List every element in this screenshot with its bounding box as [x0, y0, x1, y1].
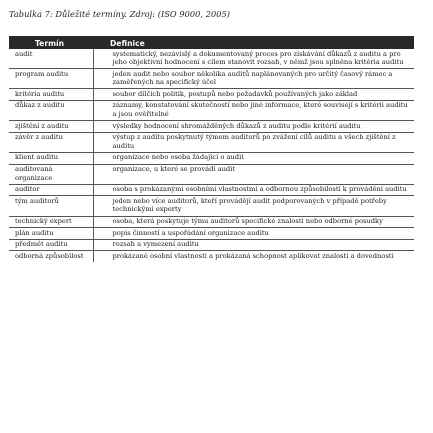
table-row	[9, 251, 414, 262]
table-row	[9, 196, 414, 216]
table-row	[9, 89, 414, 101]
term-cell: klient auditu	[9, 152, 93, 164]
definition-cell: organizace nebo osoba žádající o audit	[93, 152, 414, 164]
definition-cell: prokázané osobní vlastnosti a prokázaná schopnost aplikovat znalosti a dovednosti	[112, 251, 394, 260]
table-row	[9, 69, 414, 89]
definition-cell: jeden nebo více auditorů, kteří provádějí audit podporovaných v případě potřeby technickými experty	[93, 196, 414, 216]
term-cell: zjištění z auditu	[9, 121, 93, 133]
term-cell: auditor	[9, 184, 93, 196]
table-row	[9, 184, 414, 196]
table-row	[9, 152, 414, 164]
table-row	[9, 216, 414, 228]
table-row	[9, 239, 414, 251]
table-row	[9, 49, 414, 69]
term-cell: důkaz z auditu	[9, 100, 93, 120]
definition-cell: systematický, nezávislý a dokumentovaný proces pro získávání důkazů z auditu a pro jeho objektivní hodnocení s cílem stanovit rozsah, v němž jsou splněna kritéria auditu	[93, 49, 414, 69]
term-cell: závěr z auditu	[9, 132, 93, 152]
definition-cell: výstup z auditu poskytnutý týmem auditorů po zvážení cílů auditu a všech zjištění z auditu	[93, 132, 414, 152]
table-row	[9, 121, 414, 133]
definition-cell: popis činností a uspořádání organizace auditu	[93, 228, 414, 240]
term-cell: audit	[9, 49, 93, 69]
header-definition: Definice	[93, 36, 414, 49]
term-cell: kritéria auditu	[9, 89, 93, 101]
term-cell: auditovaná organizace	[9, 164, 93, 184]
header-term: Termín	[9, 36, 93, 49]
table-body	[9, 49, 414, 262]
term-cell: předmět auditu	[9, 239, 93, 251]
term-cell: program auditu	[9, 69, 93, 89]
definition-cell: rozsah a vymezení auditu	[93, 239, 414, 251]
terms-table	[9, 36, 414, 262]
table-caption: Tabulka 7: Důležité termíny. Zdroj: (ISO 9000, 2005)	[9, 9, 230, 19]
definition-cell: jeden audit nebo soubor několika auditů naplánovaných pro určitý časový rámec a zaměřených na specifický účel	[93, 69, 414, 89]
term-cell: technický expert	[9, 216, 93, 228]
table-row	[9, 132, 414, 152]
definition-cell: soubor dílčích politik, postupů nebo požadavků používaných jako základ	[93, 89, 414, 101]
definition-cell: záznamy, konstatování skutečností nebo jiné informace, které souvisejí s kritérii auditu a jsou ověřitelné	[93, 100, 414, 120]
header-row	[9, 36, 414, 49]
definition-cell: osoba, která poskytuje týmu auditorů specifické znalosti nebo odborné posudky	[93, 216, 414, 228]
terms-table-container	[9, 36, 414, 262]
term-cell: plán auditu	[9, 228, 93, 240]
table-row	[9, 100, 414, 120]
table-row	[9, 164, 414, 184]
definition-cell: výsledky hodnocení shromážděných důkazů z auditu podle kritérií auditu	[93, 121, 414, 133]
term-cell: tým auditorů	[9, 196, 93, 216]
term-cell: odborná způsobilost	[9, 251, 93, 262]
table-row	[9, 228, 414, 240]
definition-cell: organizace, u které se provádí audit	[93, 164, 414, 184]
definition-cell: osoba s prokázanými osobními vlastnostmi a odbornou způsobilostí k provádění auditu	[93, 184, 414, 196]
table-header	[9, 36, 414, 49]
